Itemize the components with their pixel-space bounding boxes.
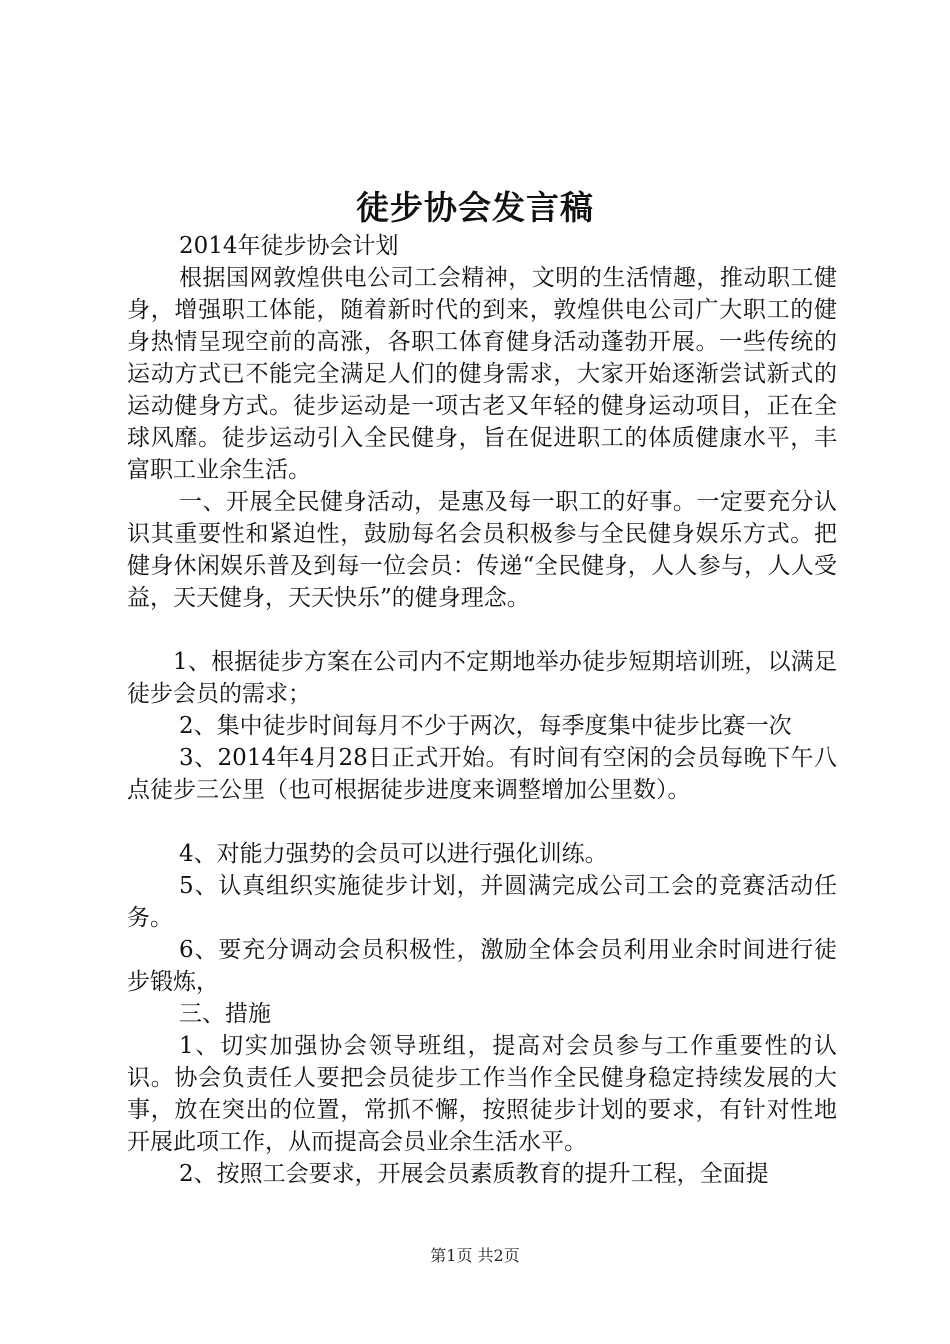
document-body [127, 230, 837, 1190]
plan-heading: 2014年徒步协会计划 [179, 233, 399, 259]
paragraph-spacer [127, 806, 837, 838]
measures-heading: 三、措施 [179, 1001, 271, 1027]
list-item-1: 1、根据徒步方案在公司内不定期地举办徒步短期培训班，以满足徒步会员的需求； [127, 649, 837, 707]
list-item-5: 5、认真组织实施徒步计划，并圆满完成公司工会的竞赛活动任务。 [127, 873, 837, 931]
page-indicator: 第1页 共2页 [430, 1246, 520, 1265]
list-item-6: 6、要充分调动会员积极性，激励全体会员利用业余时间进行徒步锻炼， [127, 937, 837, 995]
list-item-4: 4、对能力强势的会员可以进行强化训练。 [179, 841, 608, 867]
paragraph-spacer [127, 614, 837, 646]
list-item-3: 3、2014年4月28日正式开始。有时间有空闲的会员每晚下午八点徒步三公里（也可根据徒步进度来调整增加公里数）。 [127, 745, 837, 803]
measure-item-2: 2、按照工会要求，开展会员素质教育的提升工程，全面提 [179, 1161, 769, 1187]
measure-item-1: 1、切实加强协会领导班组，提高对会员参与工作重要性的认识。协会负责任人要把会员徒步工作当作全民健身稳定持续发展的大事，放在突出的位置，常抓不懈，按照徒步计划的要求，有针对性地开展此项工作，从而提高会员业余生活水平。 [127, 1033, 837, 1155]
section-one-paragraph: 一、开展全民健身活动，是惠及每一职工的好事。一定要充分认识其重要性和紧迫性，鼓励每名会员积极参与全民健身娱乐方式。把健身休闲娱乐普及到每一位会员：传递“全民健身，人人参与，人人受益，天天健身，天天快乐”的健身理念。 [127, 489, 837, 611]
list-item-2: 2、集中徒步时间每月不少于两次，每季度集中徒步比赛一次 [179, 713, 792, 739]
intro-paragraph: 根据国网敦煌供电公司工会精神，文明的生活情趣，推动职工健身，增强职工体能，随着新时代的到来，敦煌供电公司广大职工的健身热情呈现空前的高涨，各职工体育健身活动蓬勃开展。一些传统的运动方式已不能完全满足人们的健身需求，大家开始逐渐尝试新式的运动健身方式。徒步运动是一项古老又年轻的健身运动项目，正在全球风靡。徒步运动引入全民健身，旨在促进职工的体质健康水平，丰富职工业余生活。 [127, 265, 837, 483]
document-title: 徒步协会发言稿 [356, 188, 594, 227]
